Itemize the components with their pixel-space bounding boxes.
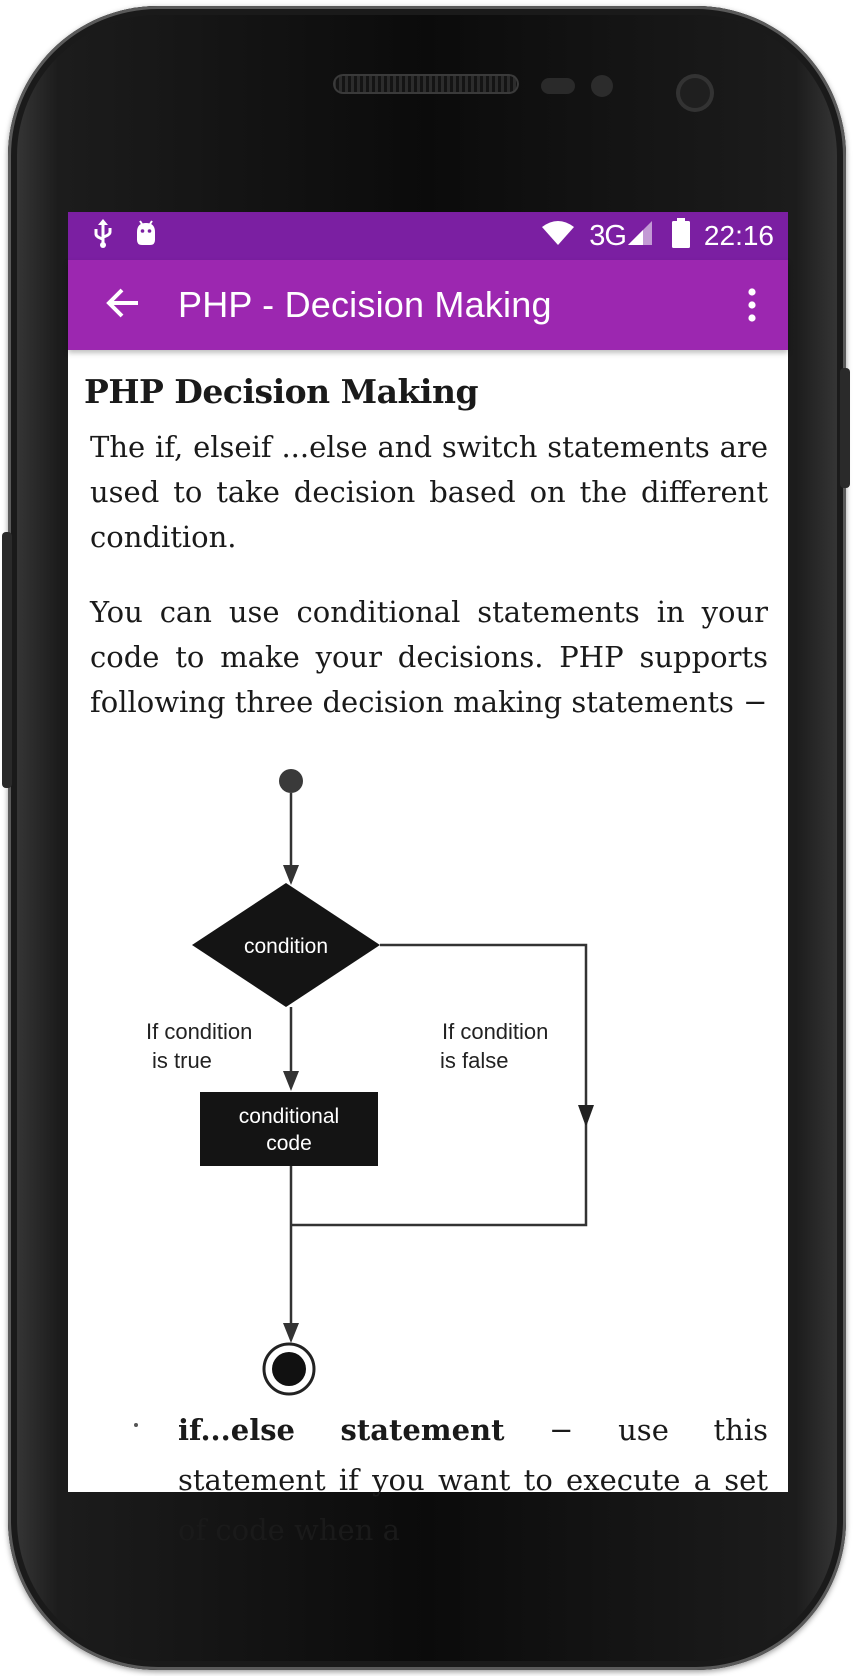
svg-text:If condition: If condition: [146, 1019, 253, 1044]
signal-icon: [628, 221, 652, 252]
app-bar-title: PHP - Decision Making: [178, 284, 552, 325]
front-camera: [676, 74, 714, 112]
app-bar: [68, 260, 788, 350]
bullet-bold: if...else statement: [178, 1413, 505, 1447]
clock: 22:16: [703, 220, 774, 251]
svg-text:If condition: If condition: [442, 1019, 549, 1044]
light-sensor: [591, 75, 613, 97]
overflow-menu-button[interactable]: [742, 288, 762, 322]
bullet-dot: [134, 1423, 138, 1427]
intro-paragraph: The if, elseif ...else and switch statements are used to take decision based on the different condition.: [90, 430, 768, 554]
svg-text:conditional: conditional: [238, 1105, 340, 1128]
more-vert-icon: [742, 307, 762, 326]
back-button[interactable]: [68, 260, 178, 350]
usb-icon: [92, 219, 114, 253]
svg-text:condition: condition: [243, 935, 329, 958]
arrow-left-icon: [106, 288, 140, 322]
svg-text:code: code: [266, 1132, 312, 1155]
android-debug-icon: [134, 220, 158, 252]
article-content: [68, 372, 788, 1555]
wifi-icon: [541, 220, 575, 253]
network-type: 3G: [589, 219, 626, 252]
screen: [68, 212, 788, 1547]
flowchart-diagram: [84, 755, 768, 1415]
start-node: [279, 769, 303, 793]
earpiece-speaker: [333, 74, 519, 94]
power-button: [840, 368, 850, 488]
svg-text:is true: is true: [152, 1048, 212, 1073]
proximity-sensor: [541, 78, 575, 94]
page-title: PHP Decision Making: [84, 372, 479, 411]
list-item: [178, 1405, 768, 1555]
volume-button: [2, 532, 12, 788]
battery-icon: [672, 218, 690, 255]
status-bar: [68, 212, 788, 260]
second-paragraph: You can use conditional statements in your code to make your decisions. PHP supports following three decision making statements −: [90, 595, 768, 719]
svg-text:is false: is false: [440, 1048, 509, 1073]
bullet-text: − use this statement if you want to execute a set of code when a: [178, 1413, 769, 1547]
